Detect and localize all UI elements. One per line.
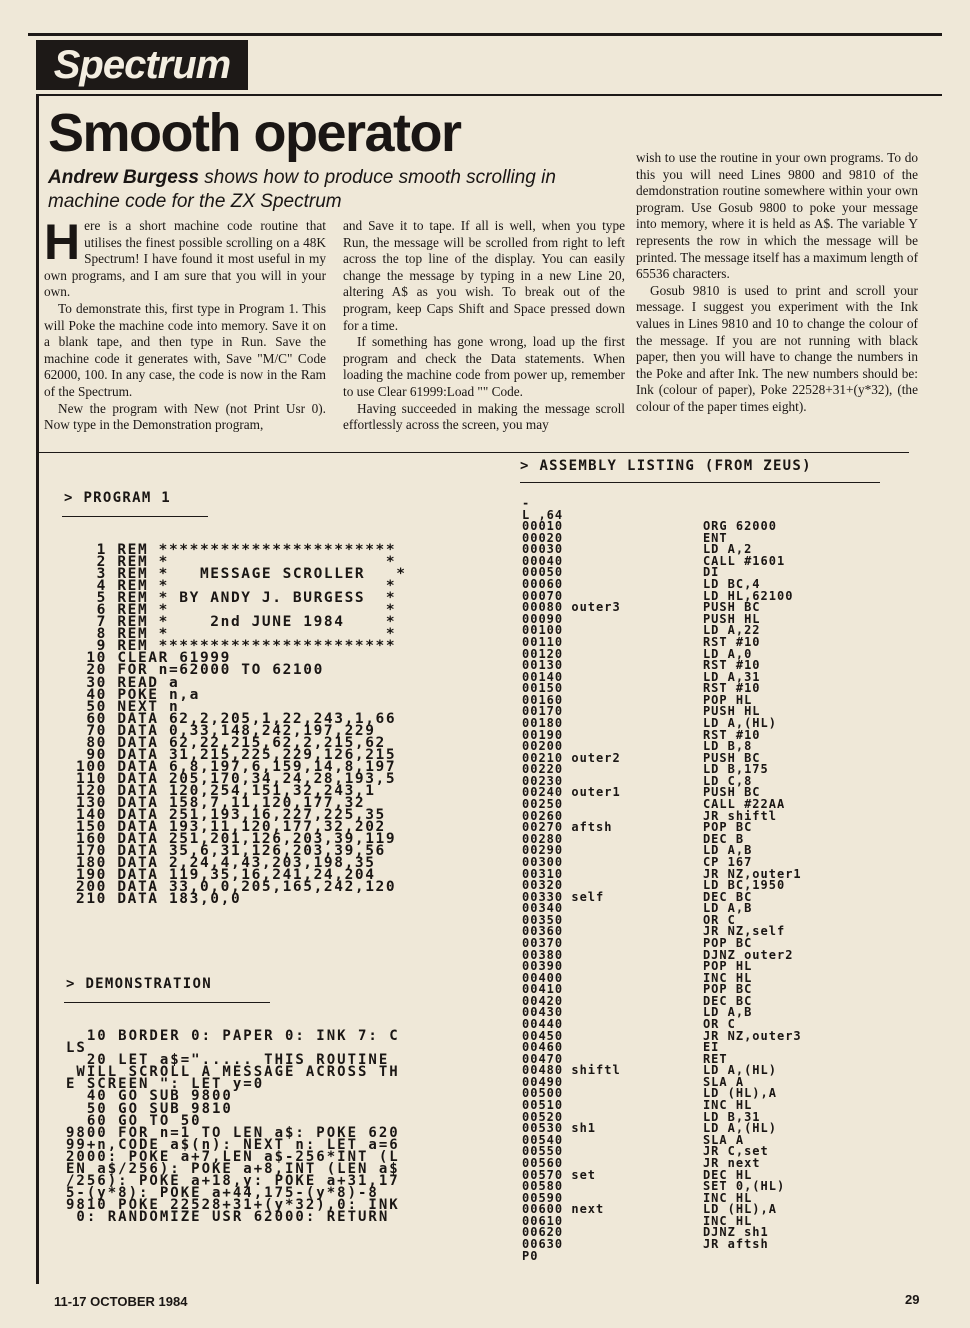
paragraph: wish to use the routine in your own programs. To do this you will need Lines 9800 and 9810 of the demdonstration routine somewhere within your own program. Use Gosub 9800 to poke your message into memory, where it is held as A$. The variable Y represents the row in which the message will be printed. The message itself has a maximum length of 65536 characters. [636,150,918,282]
body-bottom-rule [39,452,909,453]
program1-heading: > PROGRAM 1 [64,490,172,506]
paragraph: New the program with New (not Print Usr 0). Now type in the Demonstration program, [44,400,326,433]
asm-listing: - L ,64 00010 ORG 62000 00020 ENT 00030 LD A,2 00040 CALL #1601 00050 DI 00060 LD BC,4 00070 LD HL,62100 00080 outer3 PUSH BC 00090 PUSH HL 00100 LD A,22 00110 RST #10 00120 LD A,0 00130 RST #10 00140 LD A,31 00150 RST #10 00160 POP HL 00170 PUSH HL 00180 LD A,(HL) 00190 RST #10 00200 LD B,8 00210 outer2 PUSH BC 00220 LD B,175 00230 LD C,8 00240 outer1 PUSH BC 00250 CALL #22AA 00260 JR shiftl 00270 aftsh POP BC 00280 DEC B 00290 LD A,B 00300 CP 167 00310 JR NZ,outer1 00320 LD BC,1950 00330 self DEC BC 00340 LD A,B 00350 OR C 00360 JR NZ,self 00370 POP BC 00380 DJNZ outer2 00390 POP HL 00400 INC HL 00410 POP BC 00420 DEC BC 00430 LD A,B 00440 OR C 00450 JR NZ,outer3 00460 EI 00470 RET 00480 shiftl LD A,(HL) 00490 SLA A 00500 LD (HL),A 00510 INC HL 00520 LD B,31 00530 sh1 LD A,(HL) 00540 SLA A 00550 JR C,set 00560 JR next 00570 set DEC HL 00580 SET 0,(HL) 00590 INC HL 00600 next LD (HL),A 00610 INC HL 00620 DJNZ sh1 00630 JR aftsh P0 [522,496,802,1263]
issue-date: 11-17 OCTOBER 1984 [54,1294,188,1309]
left-border [36,94,39,1284]
section-tag: Spectrum [36,40,248,90]
page-number: 29 [905,1292,920,1307]
article-column-1 [44,214,326,434]
program1-listing: 1 REM *********************** 2 REM * * 3 REM * MESSAGE SCROLLER * 4 REM * * 5 REM * BY ANDY J. BURGESS * 6 REM * * 7 REM * 2nd JUNE 1984 * 8 REM * * 9 REM *********************** 10 CLEAR 61999 20 FOR n=62000 TO 62100 30 READ a 40 POKE n,a 50 NEXT n 60 DATA 62,2,205,1,22,243,1,66 70 DATA 0,33,148,242,197,229 80 DATA 62,22,215,62,2,215,62 90 DATA 31,215,225,229,126,215 100 DATA 6,8,197,6,159,14,8,197 110 DATA 205,170,34,24,28,193,5 120 DATA 120,254,151,32,243,1 130 DATA 158,7,11,120,177,32 140 DATA 251,193,16,227,225,35 150 DATA 193,11,120,177,32,202 160 DATA 251,201,126,203,39,119 170 DATA 35,6,31,126,203,39,56 180 DATA 2,24,4,43,203,198,35 190 DATA 119,35,16,241,24,204 200 DATA 33,0,0,205,165,242,120 210 DATA 183,0,0 [76,542,407,908]
asm-heading: > ASSEMBLY LISTING (FROM ZEUS) [520,458,812,474]
dropcap: H [44,214,81,270]
paragraph: If something has gone wrong, load up the first program and check the Data statements. When loading the machine code from power up, remember to use Clear 61999:Load "" Code. [343,334,625,399]
article-column-2 [343,218,625,434]
standfirst-text: shows how to produce smooth scrolling in machine code for the ZX Spectrum [48,167,556,212]
standfirst-author: Andrew Burgess [48,167,199,188]
paragraph: and Save it to tape. If all is well, when you type Run, the message will be scrolled from right to left across the top line of the display. You can easily change the message by typing in a new Line 20, altering A$ as you wish. To break out of the program, keep Caps Shift and Space pressed down for a time. [343,218,625,333]
headline: Smooth operator [48,103,461,163]
paragraph: To demonstrate this, first type in Program 1. This will Poke the machine code into memory. Save it on a blank tape, and then type in Run. Save the machine code it generates with, Save "M/C" Code 62000, 100. In any case, the code is now in the Ram of the Spectrum. [44,300,326,399]
demo-heading: > DEMONSTRATION [66,976,212,992]
header-rule [36,94,942,96]
top-rule [28,33,942,36]
paragraph: Here is a short machine code routine that utilises the finest possible scrolling on a 48K Spectrum! I have found it most useful in my own programs, and I am sure that you will in your own. [44,214,326,300]
asm-heading-rule [520,482,880,483]
program1-heading-rule [62,516,208,517]
demo-listing: 10 BORDER 0: PAPER 0: INK 7: C LS 20 LET a$="..... THIS ROUTINE WILL SCROLL A MESSAGE ACROSS TH E SCREEN ": LET y=0 40 GO SUB 9800 50 GO SUB 9810 60 GO TO 50 9800 FOR n=1 TO LEN a$: POKE 620 99+n,CODE a$(n): NEXT n: LET a=6 2000: POKE a+7,LEN a$-256*INT (L EN a$/256): POKE a+8,INT (LEN a$ /256): POKE a+18,y: POKE a+31,17 5-(y*8): POKE a+44,175-(y*8)-8 9810 POKE 22528+31+(y*32),0: INK 0: RANDOMIZE USR 62000: RETURN [66,1028,400,1226]
paragraph: Having succeeded in making the message scroll effortlessly across the screen, you may [343,400,625,433]
demo-heading-rule [64,1002,270,1003]
article-column-3 [636,150,918,416]
standfirst [48,166,608,214]
paragraph: Gosub 9810 is used to print and scroll your message. I suggest you experiment with the Ink values in Lines 9810 and 10 to change the colour of the message. If you are not running with black paper, then you will have to change the numbers in the Poke and after Ink. The new numbers should be: Ink (colour of paper), Poke 22528+31+(y*32), (the colour of the paper times eight). [636,282,918,414]
